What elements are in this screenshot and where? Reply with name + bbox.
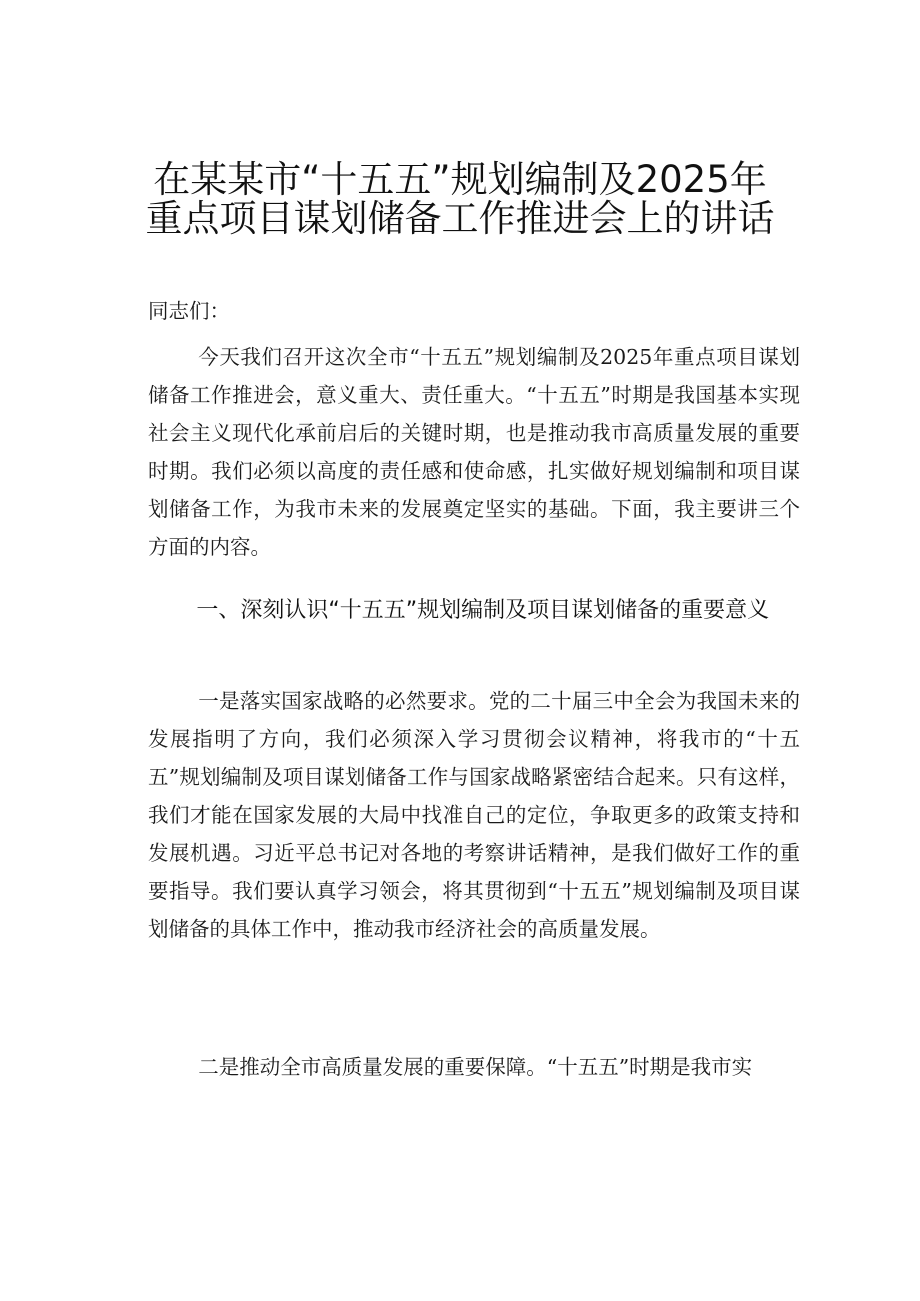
paragraph-point-1: 一是落实国家战略的必然要求。党的二十届三中全会为我国未来的发展指明了方向，我们必须深入学习贯彻会议精神，将我市的“十五五”规划编制及项目谋划储备工作与国家战略紧密结合起来。只有这样，我们才能在国家发展的大局中找准自己的定位，争取更多的政策支持和发展机遇。习近平总书记对各地的考察讲话精神，是我们做好工作的重要指导。我们要认真学习领会，将其贯彻到“十五五”规划编制及项目谋划储备的具体工作中，推动我市经济社会的高质量发展。: [148, 689, 800, 941]
document-title-line-2: 重点项目谋划储备工作推进会上的讲话: [145, 197, 775, 240]
salutation: 同志们：: [148, 299, 230, 323]
document-title-line-1: 在某某市“十五五”规划编制及2025年: [153, 158, 767, 201]
paragraph-intro: 今天我们召开这次全市“十五五”规划编制及2025年重点项目谋划储备工作推进会，意义重大、责任重大。“十五五”时期是我国基本实现社会主义现代化承前启后的关键时期，也是推动我市高质量发展的重要时期。我们必须以高度的责任感和使命感，扎实做好规划编制和项目谋划储备工作，为我市未来的发展奠定坚实的基础。下面，我主要讲三个方面的内容。: [148, 345, 800, 559]
section-heading-1: 一、深刻认识“十五五”规划编制及项目谋划储备的重要意义: [196, 598, 770, 623]
paragraph-point-2: 二是推动全市高质量发展的重要保障。“十五五”时期是我市实: [198, 1055, 753, 1079]
